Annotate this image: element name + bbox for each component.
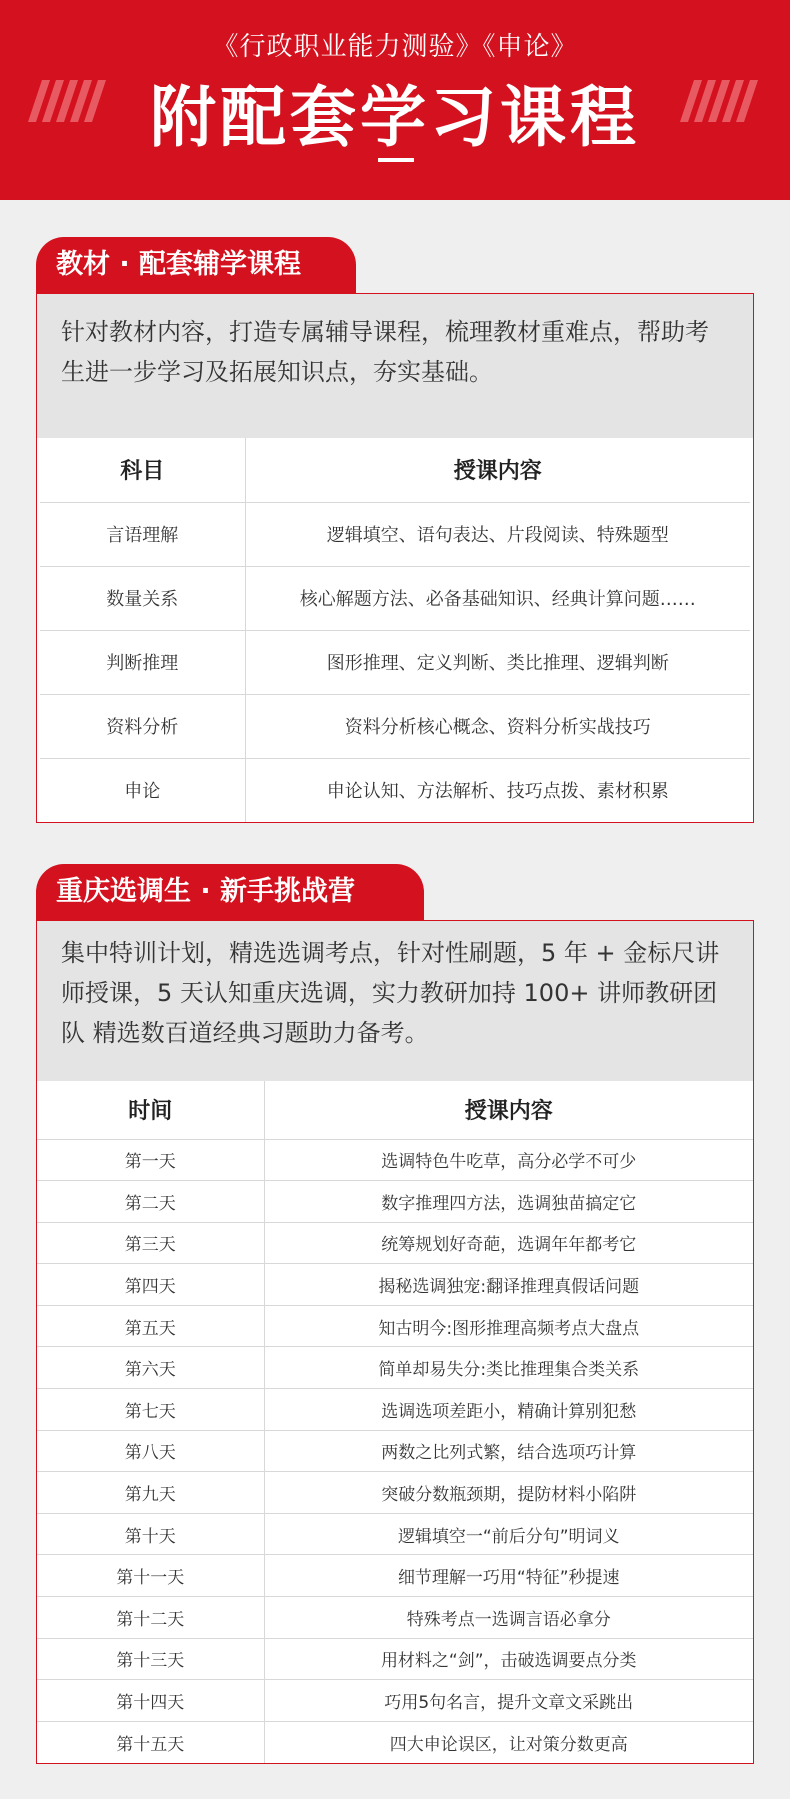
table-header-row (40, 438, 750, 502)
day-cell: 第一天 (37, 1139, 264, 1181)
section-tab-label: 教材 · 配套辅学课程 (36, 237, 356, 293)
header-subtitle: 《行政职业能力测验》《申论》 (212, 32, 578, 62)
content-cell: 申论认知、方法解析、技巧点拨、素材积累 (326, 781, 669, 803)
day-cell: 第二天 (37, 1181, 264, 1223)
table-row (40, 758, 750, 822)
content-cell: 揭秘选调独宠:翻译推理真假话问题 (264, 1264, 753, 1306)
header-title: 附配套学习课程 (150, 78, 640, 156)
section-intro: 集中特训计划，精选选调考点，针对性刷题，5 年 + 金标尺讲师授课，5 天认知重庆选调，实力教研加持 100+ 讲师教研团队 精选数百道经典习题助力备考。 (37, 921, 753, 1081)
table-row (37, 1472, 753, 1514)
table-row (37, 1264, 753, 1306)
content-cell: 特殊考点一选调言语必拿分 (264, 1597, 753, 1639)
content-cell: 逻辑填空一“前后分句”明词义 (264, 1513, 753, 1555)
day-cell: 第四天 (37, 1264, 264, 1306)
subject-cell: 言语理解 (40, 502, 245, 566)
content-cell: 细节理解一巧用“特征”秒提速 (264, 1555, 753, 1597)
content-cell: 四大申论误区，让对策分数更高 (389, 1734, 628, 1755)
day-cell: 第三天 (37, 1222, 264, 1264)
day-cell: 第六天 (37, 1347, 264, 1389)
right-stripes-decoration (680, 80, 760, 122)
day-cell: 第十五天 (37, 1721, 264, 1763)
table-row (37, 1222, 753, 1264)
content-cell: 简单却易失分:类比推理集合类关系 (264, 1347, 753, 1389)
content-cell: 统筹规划好奇葩，选调年年都考它 (264, 1222, 753, 1264)
table-row (40, 502, 750, 566)
content-cell: 用材料之“剑”，击破选调要点分类 (264, 1638, 753, 1680)
table-row (37, 1389, 753, 1431)
subject-cell: 资料分析 (40, 694, 245, 758)
table-row (37, 1597, 753, 1639)
day-cell: 第九天 (37, 1472, 264, 1514)
subject-cell: 数量关系 (40, 566, 245, 630)
table-row (37, 1181, 753, 1223)
day-cell: 第七天 (37, 1389, 264, 1431)
table-row (37, 1638, 753, 1680)
day-cell: 第八天 (37, 1430, 264, 1472)
section-tab-label: 重庆选调生 · 新手挑战营 (36, 864, 424, 920)
day-cell: 第五天 (37, 1305, 264, 1347)
column-header-content: 授课内容 (245, 438, 750, 502)
subject-cell: 判断推理 (40, 630, 245, 694)
column-header-subject: 科目 (40, 438, 245, 502)
content-cell: 图形推理、定义判断、类比推理、逻辑判断 (245, 630, 750, 694)
table-row (40, 630, 750, 694)
header-underline (378, 158, 414, 162)
table-row (37, 1305, 753, 1347)
table-row (37, 1721, 753, 1763)
section-box (36, 293, 754, 823)
section-intro: 针对教材内容，打造专属辅导课程，梳理教材重难点，帮助考生进一步学习及拓展知识点，夯实基础。 (37, 294, 753, 438)
column-header-content: 授课内容 (264, 1081, 753, 1139)
day-cell: 第十二天 (37, 1597, 264, 1639)
content-cell: 两数之比列式繁，结合选项巧计算 (264, 1430, 753, 1472)
course-table (40, 438, 750, 822)
header-banner (0, 0, 790, 200)
table-row (37, 1139, 753, 1181)
content-cell: 选调特色牛吃草，高分必学不可少 (264, 1139, 753, 1181)
schedule-table (37, 1081, 753, 1763)
table-row (37, 1430, 753, 1472)
table-row (37, 1347, 753, 1389)
day-cell: 第十天 (37, 1513, 264, 1555)
day-cell: 第十三天 (37, 1638, 264, 1680)
content-cell: 资料分析核心概念、资料分析实战技巧 (245, 694, 750, 758)
content-cell: 知古明今:图形推理高频考点大盘点 (264, 1305, 753, 1347)
day-cell: 第十四天 (37, 1680, 264, 1722)
table-header-row (37, 1081, 753, 1139)
subject-cell: 申论 (40, 758, 245, 822)
column-header-time: 时间 (37, 1081, 264, 1139)
table-row (37, 1555, 753, 1597)
section-box (36, 920, 754, 1764)
table-row (40, 694, 750, 758)
content-cell: 核心解题方法、必备基础知识、经典计算问题…… (245, 566, 750, 630)
day-cell: 第十一天 (37, 1555, 264, 1597)
content-cell: 突破分数瓶颈期，提防材料小陷阱 (264, 1472, 753, 1514)
content-cell: 巧用5句名言，提升文章文采跳出 (264, 1680, 753, 1722)
table-row (37, 1680, 753, 1722)
content-cell: 选调选项差距小，精确计算别犯愁 (264, 1389, 753, 1431)
content-cell: 逻辑填空、语句表达、片段阅读、特殊题型 (245, 502, 750, 566)
content-cell: 数字推理四方法，选调独苗搞定它 (264, 1181, 753, 1223)
table-row (40, 566, 750, 630)
table-row (37, 1513, 753, 1555)
